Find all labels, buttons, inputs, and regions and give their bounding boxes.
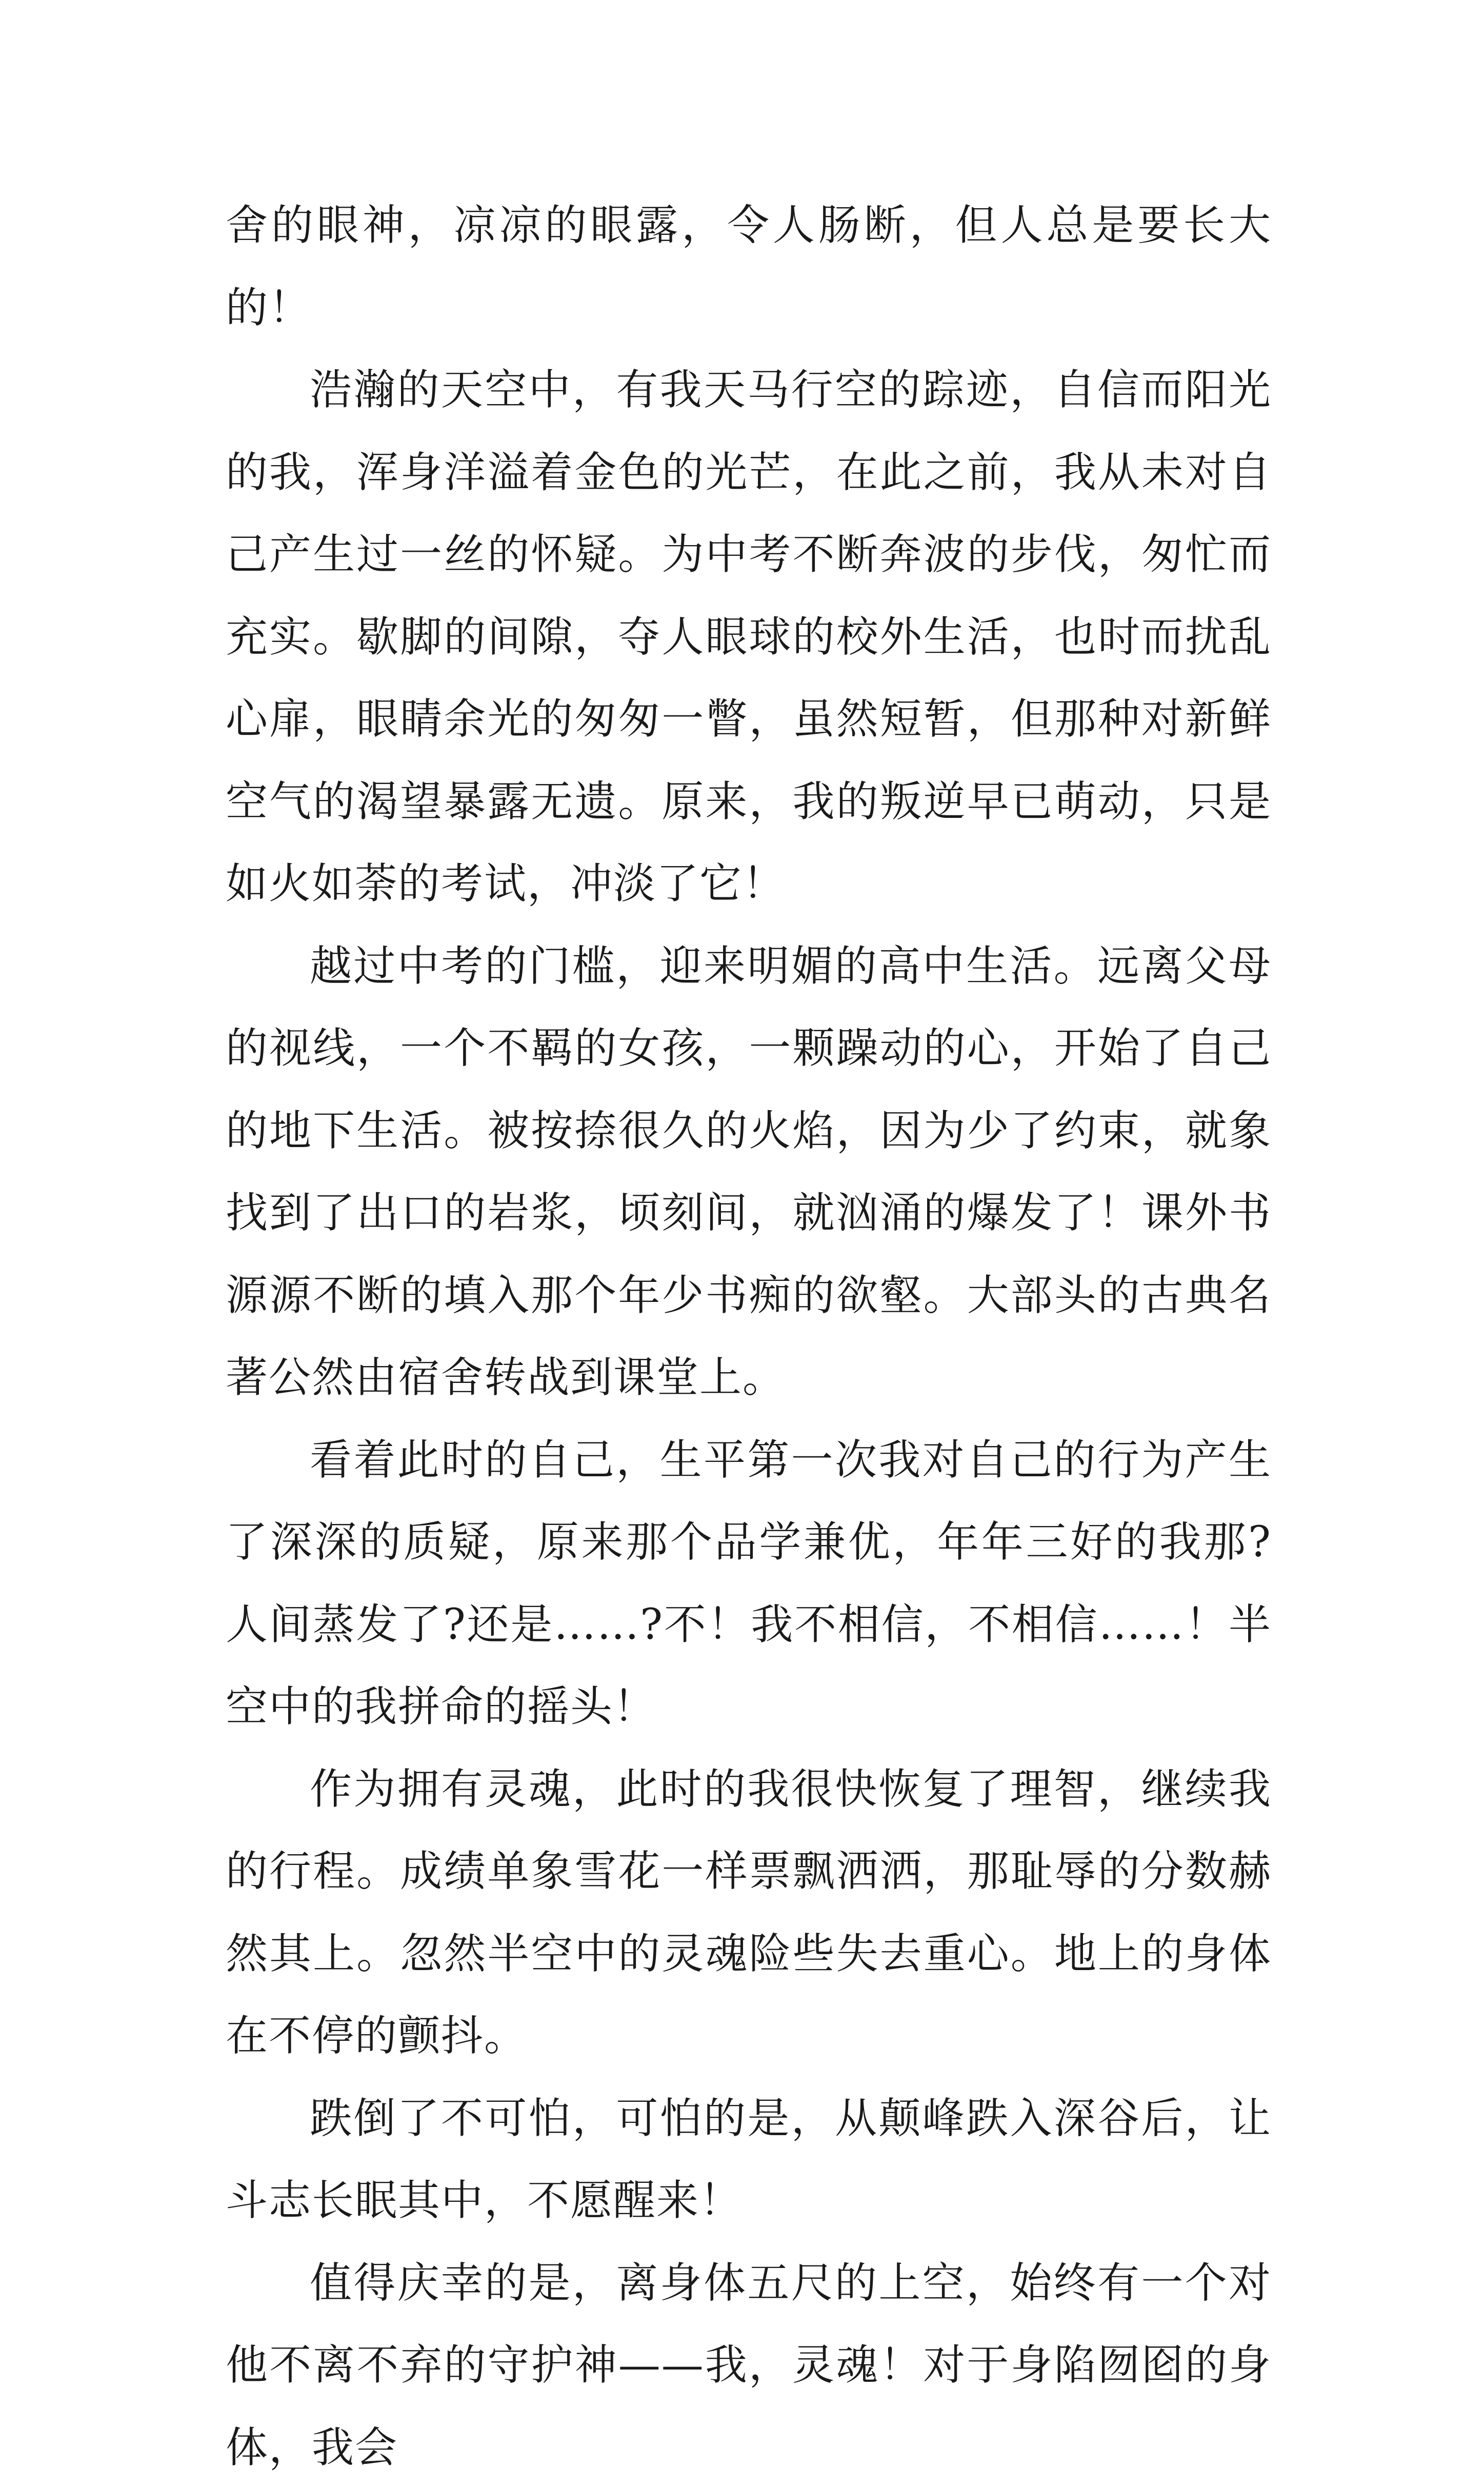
paragraph-2: 浩瀚的天空中，有我天马行空的踪迹，自信而阳光的我，浑身洋溢着金色的光芒，在此之前，我从未对自己产生过一丝的怀疑。为中考不断奔波的步伐，匆忙而充实。歇脚的间隙，夺人眼球的校外生活，也时而扰乱心扉，眼睛余光的匆匆一瞥，虽然短暂，但那种对新鲜空气的渴望暴露无遗。原来，我的叛逆早已萌动，只是如火如荼的考试，冲淡了它！ [226,349,1272,926]
document-body [226,185,1272,2489]
paragraph-6: 跌倒了不可怕，可怕的是，从颠峰跌入深谷后，让斗志长眠其中，不愿醒来！ [226,2078,1272,2242]
paragraph-1: 舍的眼神，凉凉的眼露，令人肠断，但人总是要长大的！ [226,185,1272,349]
paragraph-3: 越过中考的门槛，迎来明媚的高中生活。远离父母的视线，一个不羁的女孩，一颗躁动的心，开始了自己的地下生活。被按捺很久的火焰，因为少了约束，就象找到了出口的岩浆，顷刻间，就汹涌的爆发了！课外书源源不断的填入那个年少书痴的欲壑。大部头的古典名著公然由宿舍转战到课堂上。 [226,926,1272,1419]
paragraph-7: 值得庆幸的是，离身体五尺的上空，始终有一个对他不离不弃的守护神——我，灵魂！对于身陷囫囵的身体，我会 [226,2242,1272,2489]
paragraph-5: 作为拥有灵魂，此时的我很快恢复了理智，继续我的行程。成绩单象雪花一样票飘洒洒，那耻辱的分数赫然其上。忽然半空中的灵魂险些失去重心。地上的身体在不停的颤抖。 [226,1749,1272,2078]
paragraph-4: 看着此时的自己，生平第一次我对自己的行为产生了深深的质疑，原来那个品学兼优，年年三好的我那?人间蒸发了?还是……?不！我不相信，不相信……！半空中的我拼命的摇头！ [226,1419,1272,1749]
